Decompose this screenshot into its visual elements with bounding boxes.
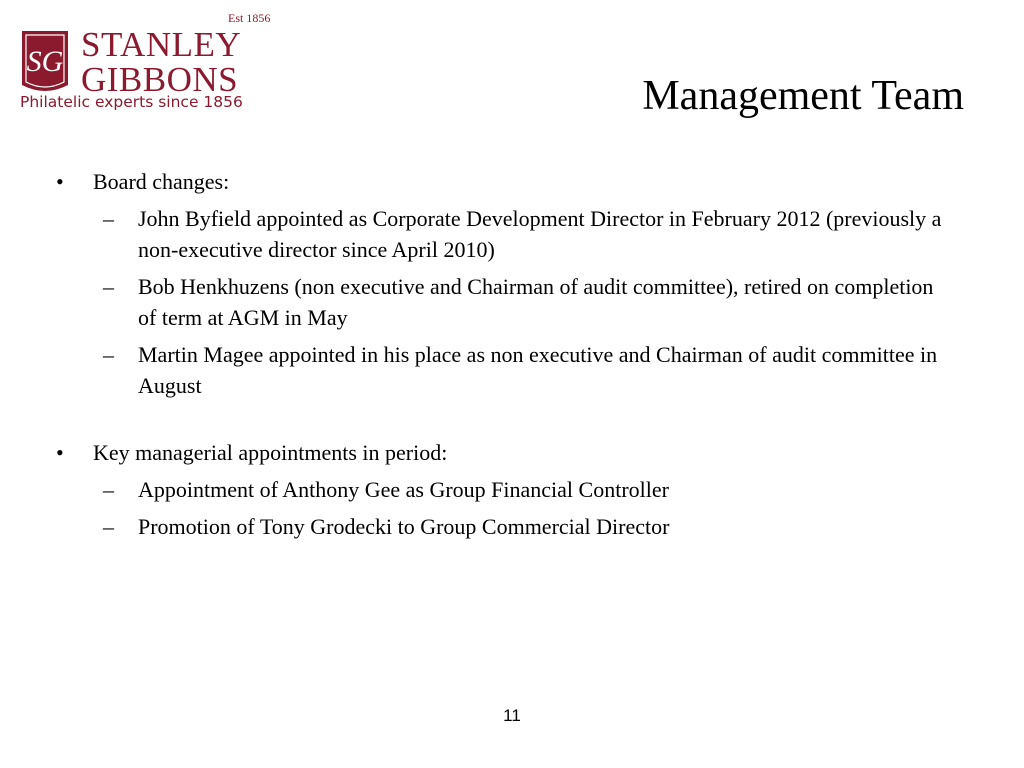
bullet-heading: Board changes: [93,169,230,194]
dash-marker: – [103,342,114,367]
bullet-board-changes [0,166,1024,197]
bullet-heading: Key managerial appointments in period: [93,440,448,465]
monogram-text: SG [26,45,64,78]
sub-bullet [0,271,1024,333]
sub-bullet-text: Martin Magee appointed in his place as non executive and Chairman of audit committee in August [138,342,938,398]
monogram-emblem-icon [18,25,72,97]
sub-bullet [0,511,1024,542]
dash-marker: – [103,274,114,299]
sub-bullet-text: Promotion of Tony Grodecki to Group Commercial Director [138,514,670,539]
page-number: 11 [503,706,521,725]
sub-bullet-text: Appointment of Anthony Gee as Group Financial Controller [138,477,669,502]
dash-marker: – [103,477,114,502]
sub-bullet [0,474,1024,505]
logo-tagline: Philatelic experts since 1856 [20,93,243,111]
bullet-marker: • [56,440,64,465]
company-logo [18,8,271,116]
logo-established: Est 1856 [228,11,271,25]
dash-marker: – [103,206,114,231]
bullet-marker: • [56,169,64,194]
sub-bullet [0,203,1024,265]
bullet-key-appointments [0,437,1024,468]
sub-bullet-text: John Byfield appointed as Corporate Development Director in February 2012 (previously a non-executive director since April 2010) [138,206,942,262]
logo-wordmark-line1: STANLEY [81,25,242,64]
logo-wordmark-line2: GIBBONS [81,60,239,99]
sub-bullet-text: Bob Henkhuzens (non executive and Chairman of audit committee), retired on completion of term at AGM in May [138,274,934,330]
sub-bullet [0,339,1024,401]
dash-marker: – [103,514,114,539]
section-spacer [0,401,1024,437]
slide-body [0,166,1024,542]
slide-title: Management Team [642,73,964,119]
